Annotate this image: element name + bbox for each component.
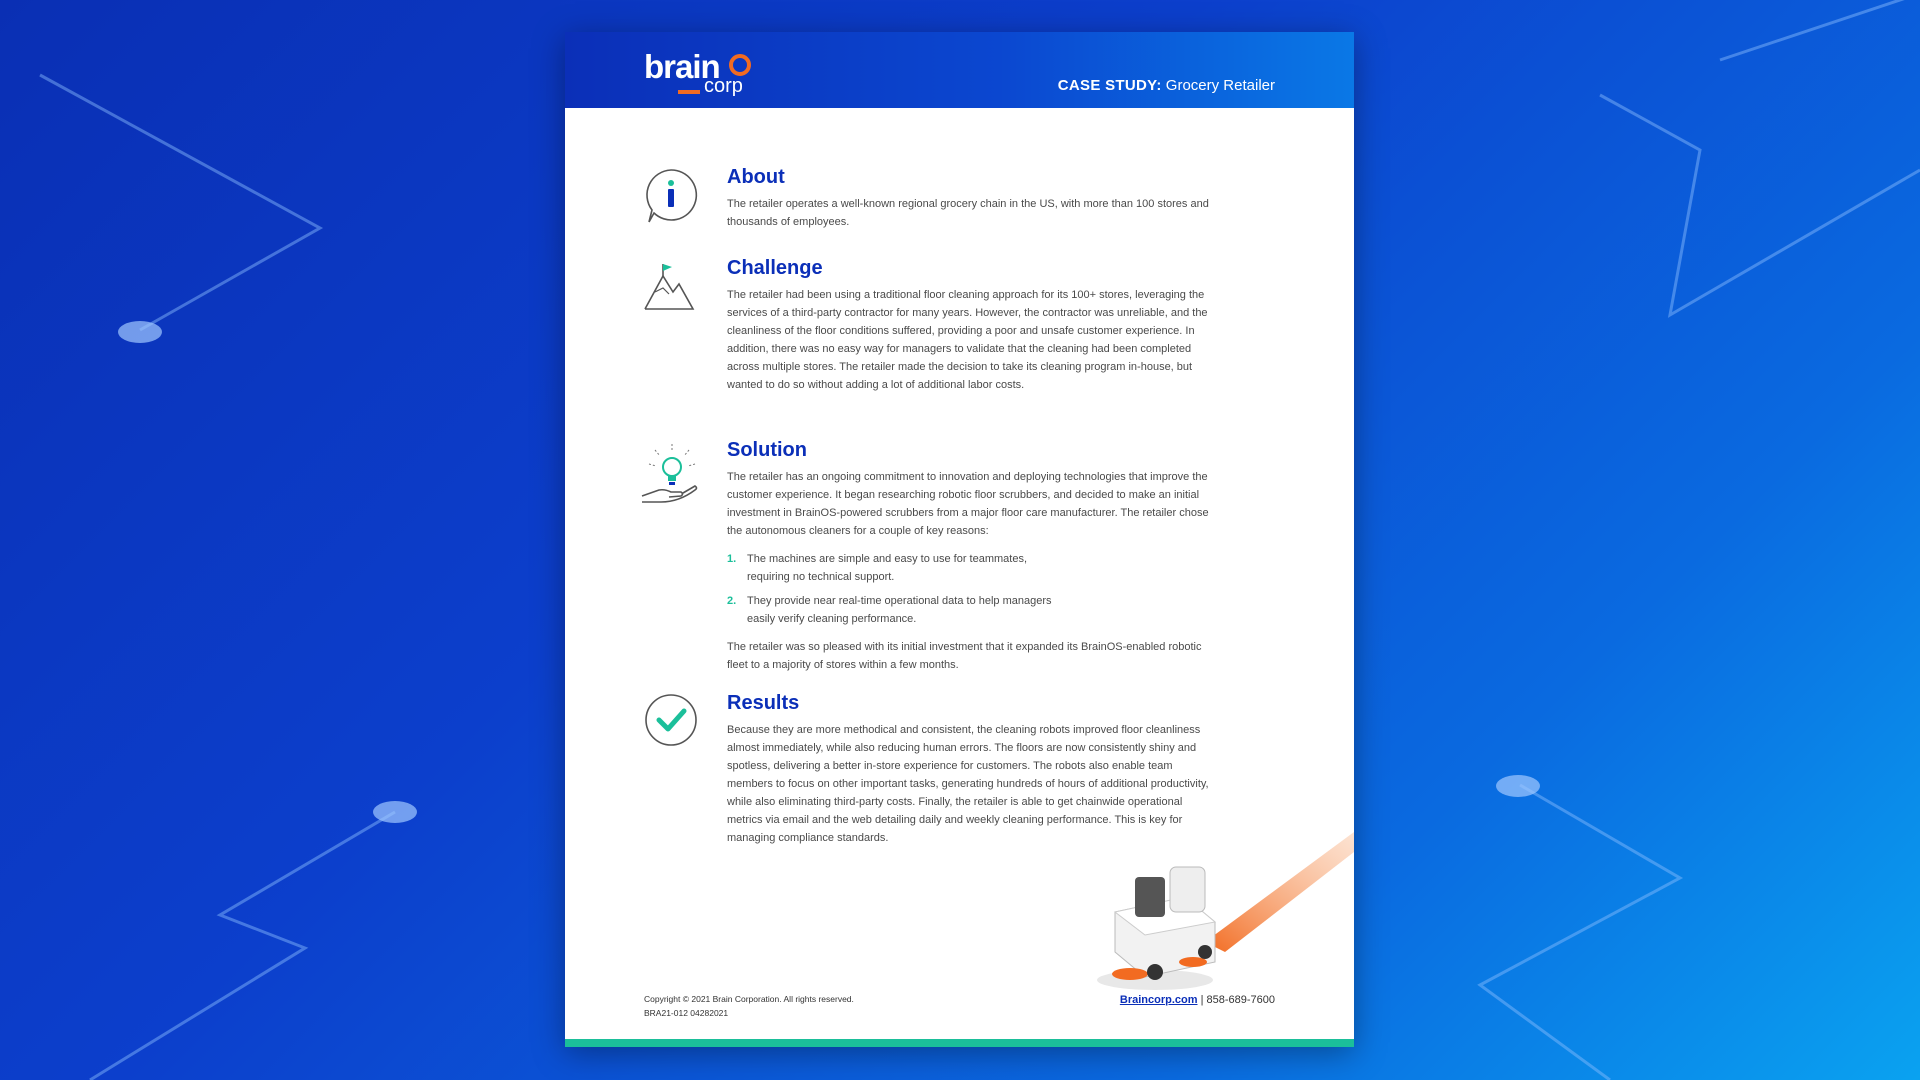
challenge-section [727, 257, 1217, 404]
checkmark-circle-icon [643, 692, 699, 748]
case-study-document [565, 32, 1354, 1047]
robotic-floor-scrubber-illustration [1075, 802, 1354, 1002]
mountain-flag-icon [643, 262, 695, 312]
solution-heading: Solution [727, 439, 807, 461]
contact-info [1120, 994, 1275, 1006]
about-section [727, 166, 1217, 241]
bottom-accent-bar [565, 1039, 1354, 1047]
list-item: 2. They provide near real-time operational data to help managers easily verify cleaning performance. [727, 595, 1052, 625]
lightbulb-hand-icon [639, 442, 701, 506]
results-body: Because they are more methodical and consistent, the cleaning robots improved floor cleanliness almost immediately, while also reducing human errors. The floors are now consistently shiny and spotless, delivering a better in-store experience for customers. The robots also enable team members to focus on other important tasks, generating hundreds of hours of additional productivity, while also eliminating third-party costs. Finally, the retailer is able to get chainwide operational metrics via email and the web detailing daily and weekly cleaning performance. This is key for managing compliance standards. [727, 724, 1209, 844]
solution-body: The retailer has an ongoing commitment to innovation and deploying technologies that improve the customer experience. It began researching robotic floor scrubbers, and decided to make an initial investment in BrainOS-powered scrubbers from a major floor care manufacturer. The retailer chose the autonomous cleaners for a couple of key reasons: [727, 471, 1209, 537]
phone-number: | 858-689-7600 [1200, 994, 1275, 1006]
results-heading: Results [727, 692, 800, 714]
list-item: 1. The machines are simple and easy to use for teammates, requiring no technical support. [727, 553, 1028, 583]
about-heading: About [727, 166, 785, 188]
solution-closing: The retailer was so pleased with its initial investment that it expanded its BrainOS-enabled robotic fleet to a majority of stores within a few months. [727, 641, 1202, 671]
website-link[interactable]: Braincorp.com [1119, 994, 1198, 1006]
logo-swirl-icon [729, 54, 751, 76]
case-study-title: CASE STUDY: Grocery Retailer [1057, 77, 1275, 94]
challenge-heading: Challenge [727, 257, 823, 279]
copyright-notice: Copyright © 2021 Brain Corporation. All rights reserved. BRA21-012 04282021 [644, 994, 854, 1018]
challenge-body: The retailer had been using a traditional floor cleaning approach for its 100+ stores, leveraging the services of a third-party contractor for many years. However, the contractor was unreliable, and the cleanliness of the floor conditions suffered, providing a poor and unsafe customer experience. In addition, there was no easy way for managers to validate that the cleaning had been completed across multiple stores. The retailer made the decision to take its cleaning program in-house, but wanted to do so without adding a lot of additional labor costs. [727, 289, 1208, 391]
about-body: The retailer operates a well-known regional grocery chain in the US, with more than 100 stores and thousands of employees. [727, 198, 1209, 228]
solution-reasons-list [727, 550, 1217, 628]
braincorp-logo: brain corp [644, 48, 774, 96]
info-speech-bubble-icon [643, 167, 699, 225]
solution-section [727, 439, 1217, 684]
document-header [565, 32, 1354, 108]
